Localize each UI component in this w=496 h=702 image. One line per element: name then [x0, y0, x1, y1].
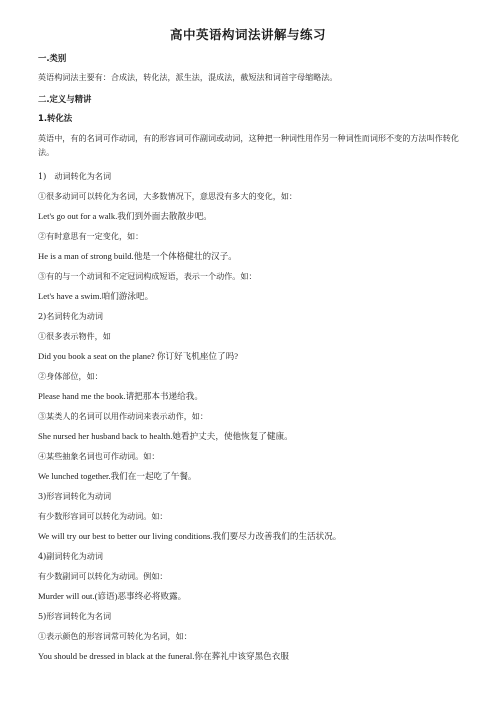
- list-heading: 5)形容词转化为名词: [38, 611, 112, 621]
- list-item: 有少数副词可以转化为动词。例如：: [38, 571, 168, 581]
- example-sentence: We lunched together.我们在一起吃了午餐。: [38, 471, 197, 481]
- paragraph: 英语中，有的名词可作动词，有的形容词可作副词或动词，这种把一种词性用作另一种词性而词形不变的方法叫作转化法。: [38, 133, 459, 157]
- list-item: ①很多表示物件，如: [38, 331, 111, 341]
- example-sentence: Did you book a seat on the plane? 你订好飞机座位了吗?: [38, 351, 239, 361]
- list-item: ③某类人的名词可以用作动词来表示动作，如：: [38, 411, 208, 421]
- document-title: 高中英语构词法讲解与练习: [169, 27, 326, 42]
- section-heading-definitions: 二.定义与精讲: [38, 94, 92, 104]
- list-heading: 3)形容词转化为动词: [38, 491, 112, 501]
- list-item: ④某些抽象名词也可作动词。如：: [38, 451, 160, 461]
- example-sentence: Let's go out for a walk.我们到外面去散散步吧。: [38, 211, 212, 221]
- list-item: ①很多动词可以转化为名词，大多数情况下，意思没有多大的变化，如：: [38, 191, 298, 201]
- list-item: ②有时意思有一定变化，如：: [38, 231, 144, 241]
- example-sentence: You should be dressed in black at the funeral.你在葬礼中该穿黑色衣服: [38, 651, 289, 661]
- example-sentence: Murder will out.(谚语)恶事终必将败露。: [38, 591, 187, 601]
- example-sentence: Let's have a swim.咱们游泳吧。: [38, 291, 154, 301]
- list-item: ①表示颜色的形容词常可转化为名词，如：: [38, 631, 192, 641]
- list-item: ③有的与一个动词和不定冠词构成短语，表示一个动作。如：: [38, 271, 257, 281]
- list-item: ②身体部位，如：: [38, 371, 103, 381]
- section-heading-categories: 一.类别: [38, 53, 67, 63]
- list-heading: 4)副词转化为动词: [38, 551, 103, 561]
- example-sentence: We will try our best to better our living conditions.我们要尽力改善我们的生活状况。: [38, 531, 342, 541]
- list-heading: 1) 动词转化为名词: [38, 171, 112, 181]
- example-sentence: He is a man of strong build.他是一个体格健壮的汉子。: [38, 251, 237, 261]
- paragraph: 英语构词法主要有：合成法，转化法，派生法，混成法，截短法和词首字母缩略法。: [38, 72, 338, 82]
- example-sentence: Please hand me the book.请把那本书递给我。: [38, 391, 203, 401]
- list-item: 有少数形容词可以转化为动词。如：: [38, 511, 168, 521]
- subsection-heading-conversion: 1.转化法: [38, 113, 73, 123]
- example-sentence: She nursed her husband back to health.她看护丈夫，使他恢复了健康。: [38, 431, 293, 441]
- list-heading: 2)名词转化为动词: [38, 311, 103, 321]
